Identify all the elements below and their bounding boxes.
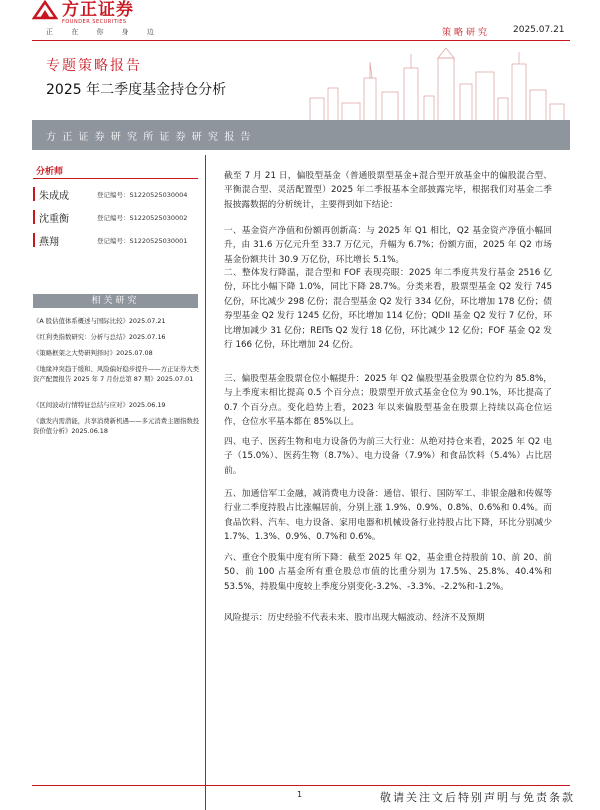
- related-link[interactable]: 《区间波动行情特征总结与应对》2025.06.19: [33, 401, 166, 409]
- finding-paragraph: 三、偏股型基金股票仓位小幅提升：2025 年 Q2 偏股型基金股票仓位约为 85.8%，与上季度末相比提高 0.5 个百分点；股票型开放式基金仓位为 90.1%，环比提高了 0.7 个百分点。变化趋势上看，2023 年以来偏股型基金在股票上持续以高仓位运作，仓位水平基本都在 85%以上。: [224, 374, 552, 428]
- founder-logo-icon: [32, 0, 58, 20]
- column-divider: [205, 155, 206, 810]
- page-title: 2025 年二季度基金持仓分析: [46, 82, 227, 98]
- related-link[interactable]: 《激发内需潜能，共享消费新机遇——多元消费主题指数投资价值分析》2025.06.18: [33, 417, 200, 435]
- risk-warning: 风险提示：历史经验不代表未来、股市出现大幅波动、经济不及预期: [224, 613, 485, 623]
- skyline-illustration: [300, 48, 570, 130]
- analyst-item: [33, 231, 198, 251]
- finding-paragraph: 四、电子、医药生物和电力设备仍为前三大行业：从绝对持仓来看，2025 年 Q2 电子（15.0%）、医药生物（8.7%）、电力设备（7.9%）和食品饮料（5.4%）占比居前。: [224, 437, 552, 476]
- finding-paragraph: 六、重仓个股集中度有所下降：截至 2025 年 Q2，基金重仓持股前 10、前 20、前 50、前 100 占基金所有重仓股总市值的比重分别为 17.5%、25.8%、40.4%和 53.5%，持股集中度较上季度分别变化-3.2%、-3.3%、-2.2%和-1.2%。: [224, 553, 552, 592]
- footer-divider: [32, 785, 570, 786]
- intro-paragraph: 截至 7 月 21 日，偏股型基金（普通股票型基金+混合型开放基金中的偏股混合型、平衡混合型、灵活配置型）2025 年二季报基本全部披露完毕，根据我们对基金二季报披露数据的分析统计，主要得到如下结论：: [224, 171, 552, 210]
- report-series: 专题策略报告: [46, 58, 142, 74]
- finding-paragraph: 一、基金资产净值和份额再创新高：与 2025 年 Q1 相比，Q2 基金资产净值小幅回升，由 31.6 万亿元升至 33.7 万亿元，升幅为 6.7%；份额方面，2025 年 Q2 市场基金份额共计 30.9 万亿份，环比增长 5.1%。: [224, 226, 552, 265]
- slogan: 正 在 你 身 边: [46, 28, 162, 36]
- analyst-heading: 分析师: [36, 167, 64, 177]
- analyst-reg: 登记编号：S1220525030002: [97, 214, 188, 222]
- analyst-item: [33, 208, 198, 228]
- analyst-item: [33, 185, 198, 205]
- logo-en: FOUNDER SECURITIES: [62, 19, 127, 25]
- related-link[interactable]: 《红利类指数研究：分析与总结》2025.07.16: [33, 333, 166, 341]
- report-date: 2025.07.21: [513, 25, 565, 35]
- analyst-name: 朱成成: [39, 191, 69, 202]
- banner-text: 方正证券研究所证券研究报告: [46, 132, 257, 143]
- header-divider: [32, 40, 570, 41]
- report-type: 策略研究: [442, 28, 491, 38]
- analyst-reg: 登记编号：S1220525030004: [97, 191, 188, 199]
- analyst-name: 沈重衡: [39, 214, 69, 225]
- finding-paragraph: 五、加通信军工金融，减消费电力设备：通信、银行、国防军工、非银金融和传媒等行业二季度持股占比涨幅居前，分别上涨 1.9%、0.9%、0.8%、0.6%和 0.4%。而食品饮料、汽车、电力设备、家用电器和机械设备行业持股占比下降，环比分别减少 1.7%、1.3%、0.9%、0.7%和 0.6%。: [224, 489, 552, 543]
- analyst-divider: [33, 178, 198, 179]
- related-link[interactable]: 《A 股估值体系概述与国际比较》2025.07.21: [33, 317, 166, 325]
- related-heading: 相关研究: [33, 294, 198, 308]
- disclaimer: 敬请关注文后特别声明与免责条款: [380, 791, 575, 804]
- analyst-reg: 登记编号：S1220525030001: [97, 237, 188, 245]
- logo-text: 方正证券: [62, 0, 134, 20]
- page-number: 1: [297, 790, 303, 799]
- finding-paragraph: 二、整体发行降温，混合型和 FOF 表现亮眼：2025 年二季度共发行基金 2516 亿份，环比小幅下降 1.0%，同比下降 28.7%。分类来看，股票型基金 Q2 发行 745 亿份，环比减少 298 亿份；混合型基金 Q2 发行 334 亿份，环比增加 178 亿份；债券型基金 Q2 发行 1245 亿份，环比增加 114 亿份；QDII 基金 Q2 发行 7 亿份，环比增加减少 31 亿份；REITs Q2 发行 18 亿份，环比减少 12 亿份；FOF 基金 Q2 发行 166 亿份，环比增加 24 亿份。: [224, 268, 552, 351]
- related-link[interactable]: 《策略框架之大势研判择时》2025.07.08: [33, 349, 153, 357]
- related-link[interactable]: 《地缘冲突趋于缓和、风险偏好稳步提升——方正证券大类资产配置报告 2025 年 7 月份总第 87 期》2025.07.01: [33, 365, 200, 383]
- analyst-name: 燕翔: [39, 237, 59, 248]
